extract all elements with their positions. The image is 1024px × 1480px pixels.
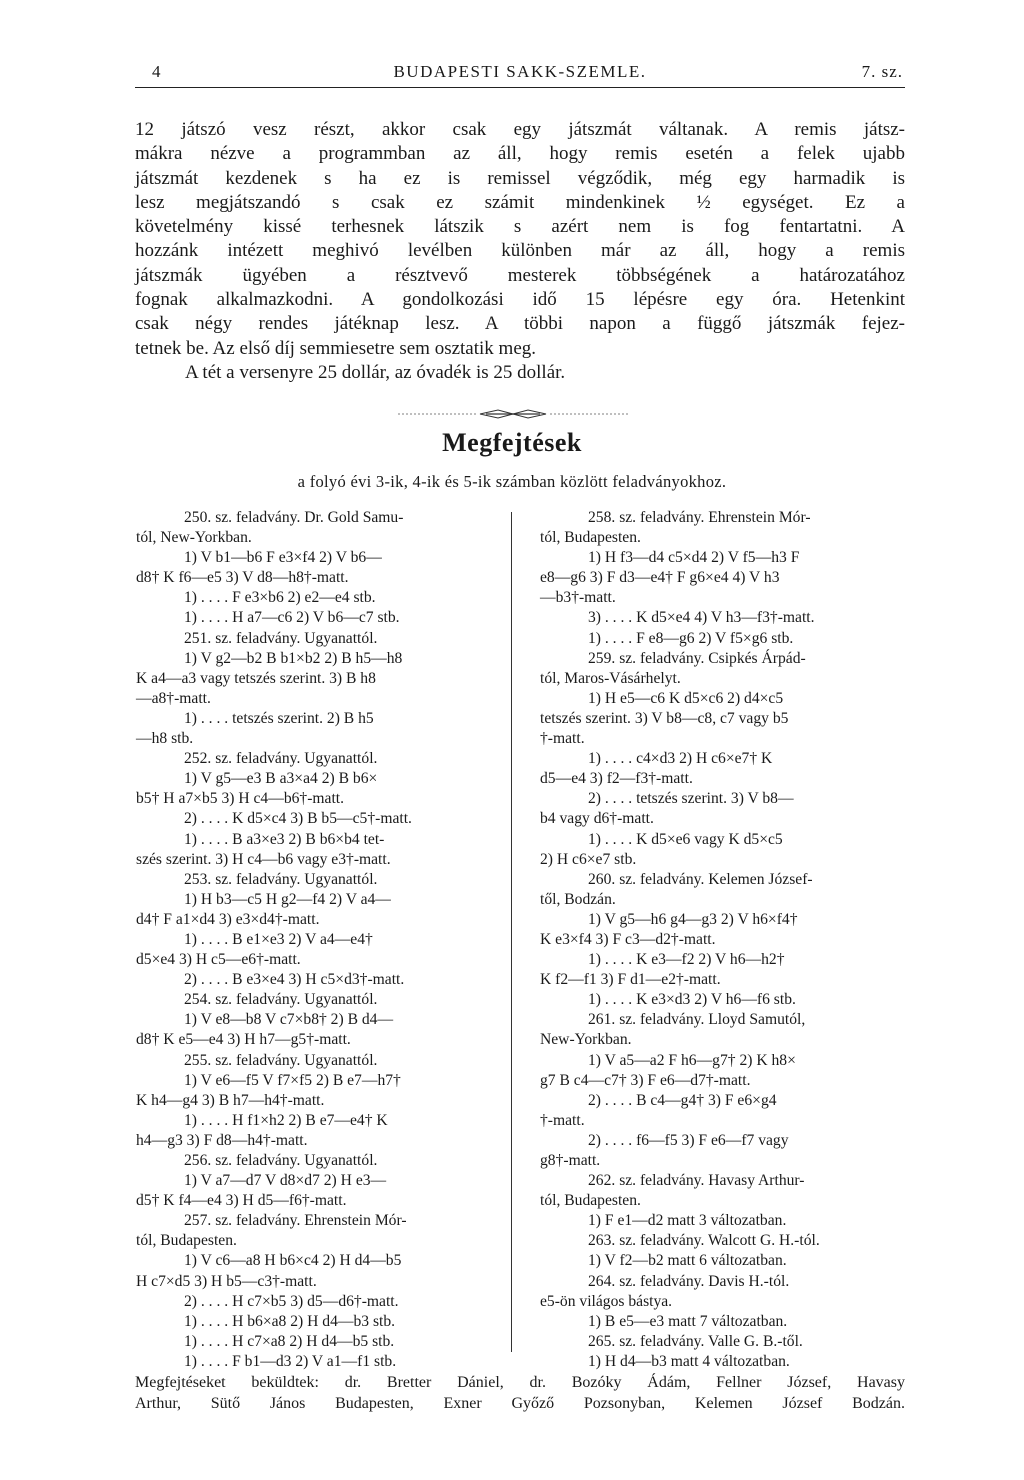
solution-line: 2) . . . . f6—f5 3) F e6—f7 vagy (588, 1131, 789, 1149)
solution-line: 1) . . . . H b6×a8 2) H d4—b3 stb. (184, 1312, 396, 1330)
intro-line: mákra nézve a programmban az áll, hogy remis esetén a felek ujabb (135, 143, 905, 165)
solution-line: 263. sz. feladvány. Walcott G. H.-tól. (588, 1232, 820, 1250)
solution-line: d5—e4 3) f2—f3†-matt. (540, 770, 693, 788)
solution-line: 2) . . . . K d5×c4 3) B b5—c5†-matt. (184, 810, 412, 828)
solution-line: 264. sz. feladvány. Davis H.-tól. (588, 1272, 790, 1290)
solution-line: †-matt. (540, 730, 585, 748)
solution-line: 1) V a5—a2 F h6—g7† 2) K h8× (588, 1051, 796, 1069)
column-divider (511, 512, 512, 1352)
solution-line: K f2—f1 3) F d1—e2†-matt. (540, 971, 721, 989)
solution-line: 1) V g5—h6 g4—g3 2) V h6×f4† (588, 910, 798, 928)
solution-line: tól, Maros-Vásárhelyt. (540, 669, 681, 687)
solution-line: 258. sz. feladvány. Ehrenstein Mór- (588, 509, 811, 526)
solution-line: 256. sz. feladvány. Ugyanattól. (184, 1152, 378, 1169)
solution-line: 253. sz. feladvány. Ugyanattól. (184, 870, 378, 888)
intro-line: 12 játszó vesz részt, akkor csak egy játszmát váltanak. A remis játsz- (135, 119, 905, 140)
solution-line: b4 vagy d6†-matt. (540, 810, 654, 828)
solution-line: 1) V e6—f5 V f7×f5 2) B e7—h7† (184, 1071, 401, 1089)
solution-line: 262. sz. feladvány. Havasy Arthur- (588, 1172, 805, 1190)
solution-line: 260. sz. feladvány. Kelemen József- (588, 870, 813, 888)
running-header (135, 60, 905, 86)
solution-line: 252. sz. feladvány. Ugyanattól. (184, 750, 378, 768)
solution-line: 1) H e5—c6 K d5×c6 2) d4×c5 (588, 689, 784, 707)
solution-line: e8—g6 3) F d3—e4† F g6×e4 4) V h3 (540, 569, 780, 587)
solution-line: 1) . . . . H c7×a8 2) H d4—b5 stb. (184, 1332, 395, 1350)
solution-line: 2) . . . . B e3×e4 3) H c5×d3†-matt. (184, 971, 405, 989)
solution-line: d5×e4 3) H c5—e6†-matt. (136, 951, 301, 969)
solution-line: —b3†-matt. (540, 589, 616, 607)
solution-line: d8† K e5—e4 3) H h7—g5†-matt. (136, 1031, 351, 1049)
solution-line: 1) . . . . H f1×h2 2) B e7—e4† K (184, 1111, 388, 1129)
solution-line: 1) V e8—b8 V c7×b8† 2) B d4— (184, 1011, 394, 1029)
solution-line: 1) . . . . F e3×b6 2) e2—e4 stb. (184, 589, 376, 607)
intro-line: lesz megjátszandó s csak ez számit mindenkinek ½ egységet. Ez a (135, 191, 905, 213)
solution-line: H c7×d5 3) H b5—c3†-matt. (136, 1272, 317, 1290)
solution-line: 251. sz. feladvány. Ugyanattól. (184, 629, 378, 647)
intro-line: követelmény kissé terhesnek látszik s azért nem is fog fentartatni. A (135, 216, 905, 238)
solution-line: New-Yorkban. (540, 1031, 632, 1049)
intro-line: hozzánk intézett meghivó levélben különben már az áll, hogy a remis (135, 240, 905, 262)
solution-line: 1) . . . . K d5×e6 vagy K d5×c5 (588, 830, 783, 848)
solution-line: 1) V c6—a8 H b6×c4 2) H d4—b5 (184, 1252, 402, 1270)
solution-line: g7 B c4—c7† 3) F e6—d7†-matt. (540, 1071, 751, 1089)
solution-line: †-matt. (540, 1111, 585, 1129)
solution-line: 1) . . . . c4×d3 2) H c6×e7† K (588, 750, 773, 768)
closing-sentence: A tét a versenyre 25 dollár, az óvadék is 25 dollár. (185, 361, 566, 383)
solution-line: d5† K f4—e4 3) H d5—f6†-matt. (136, 1192, 347, 1210)
solution-line: 259. sz. feladvány. Csipkés Árpád- (588, 649, 806, 667)
solution-line: h4—g3 3) F d8—h4†-matt. (136, 1131, 308, 1149)
solution-line: tól, New-Yorkban. (136, 529, 252, 547)
page-number: 4 (152, 62, 162, 81)
header-rule (135, 87, 905, 88)
journal-title: BUDAPESTI SAKK-SZEMLE. (393, 62, 647, 81)
solution-line: 1) . . . . K e3—f2 2) V h6—h2† (588, 951, 785, 969)
solution-line: K e3×f4 3) F c3—d2†-matt. (540, 930, 716, 948)
solution-line: 2) . . . . H c7×b5 3) d5—d6†-matt. (184, 1292, 399, 1310)
solution-line: 1) V g5—e3 B a3×a4 2) B b6× (184, 770, 378, 788)
solution-line: tól, Budapesten. (136, 1232, 237, 1250)
solvers-footer (135, 1372, 905, 1414)
solution-line: tól, Budapesten. (540, 529, 641, 547)
intro-line: tetnek be. Az első díj semmiesetre sem osztatik meg. (135, 337, 537, 359)
footer-line: Arthur, Sütő János Budapesten, Exner Győző Pozsonyban, Kelemen József Bodzán. (135, 1395, 905, 1412)
divider-ornament (398, 408, 628, 420)
solution-line: 1) . . . . F e8—g6 2) V f5×g6 stb. (588, 629, 794, 647)
solution-line: 1) . . . . B a3×e3 2) B b6×b4 tet- (184, 830, 385, 848)
solution-line: 250. sz. feladvány. Dr. Gold Samu- (184, 509, 404, 526)
intro-line: játszmák ügyében a résztvevő mesterek többségének a határozatához (135, 264, 905, 286)
solution-line: 3) . . . . K d5×e4 4) V h3—f3†-matt. (588, 609, 815, 627)
solution-line: tetszés szerint. 3) V b8—c8, c7 vagy b5 (540, 709, 789, 727)
solution-line: től, Bodzán. (540, 890, 616, 908)
issue-number: 7. sz. (861, 62, 903, 81)
solution-line: 1) B e5—e3 matt 7 változatban. (588, 1312, 788, 1330)
solutions-right-column (540, 508, 902, 1372)
solution-line: 254. sz. feladvány. Ugyanattól. (184, 991, 378, 1009)
solution-line: tól, Budapesten. (540, 1192, 641, 1210)
intro-paragraph (135, 118, 905, 385)
solution-line: 261. sz. feladvány. Lloyd Samutól, (588, 1011, 806, 1029)
solution-line: 1) V f2—b2 matt 6 változatban. (588, 1252, 787, 1270)
solution-line: d4† F a1×d4 3) e3×d4†-matt. (136, 910, 320, 928)
solution-line: 1) . . . . H a7—c6 2) V b6—c7 stb. (184, 609, 400, 627)
solution-line: 2) . . . . B c4—g4† 3) F e6×g4 (588, 1091, 777, 1109)
solution-line: 265. sz. feladvány. Valle G. B.-től. (588, 1332, 803, 1350)
solution-line: d8† K f6—e5 3) V d8—h8†-matt. (136, 569, 349, 587)
solution-line: 2) H c6×e7 stb. (540, 850, 637, 868)
solution-line: e5-ön világos bástya. (540, 1292, 673, 1310)
footer-line: Megfejtéseket beküldtek: dr. Bretter Dániel, dr. Bozóky Ádám, Fellner József, Havasy (135, 1374, 905, 1391)
solution-line: 255. sz. feladvány. Ugyanattól. (184, 1051, 378, 1069)
solution-line: b5† H a7×b5 3) H c4—b6†-matt. (136, 790, 345, 808)
solution-line: 1) H d4—b3 matt 4 változatban. (588, 1352, 790, 1370)
solution-line: 257. sz. feladvány. Ehrenstein Mór- (184, 1212, 407, 1230)
solutions-left-column (136, 508, 488, 1372)
solution-line: K h4—g4 3) B h7—h4†-matt. (136, 1091, 325, 1109)
solution-line: 1) V a7—d7 V d8×d7 2) H e3— (184, 1172, 387, 1190)
solution-line: 1) V b1—b6 F e3×f4 2) V b6— (184, 549, 382, 567)
section-subtitle: a folyó évi 3-ik, 4-ik és 5-ik számban közlött feladványokhoz. (297, 472, 727, 491)
solution-line: 1) F e1—d2 matt 3 változatban. (588, 1212, 787, 1230)
solution-line: 1) . . . . tetszés szerint. 2) B h5 (184, 709, 374, 727)
intro-line: csak négy rendes játéknap lesz. A többi napon a függő játszmák fejez- (135, 313, 905, 335)
solution-line: 1) . . . . K e3×d3 2) V h6—f6 stb. (588, 991, 796, 1009)
solution-line: K a4—a3 vagy tetszés szerint. 3) B h8 (136, 669, 376, 687)
solution-line: szés szerint. 3) H c4—b6 vagy e3†-matt. (136, 850, 391, 868)
solution-line: 1) . . . . F b1—d3 2) V a1—f1 stb. (184, 1352, 397, 1370)
solution-line: 2) . . . . tetszés szerint. 3) V b8— (588, 790, 794, 808)
solution-line: 1) H b3—c5 H g2—f4 2) V a4— (184, 890, 391, 908)
solution-line: 1) V g2—b2 B b1×b2 2) B h5—h8 (184, 649, 403, 667)
solution-line: —h8 stb. (136, 730, 194, 748)
intro-line: fognak alkalmazkodni. A gondolkozási idő 15 lépésre egy óra. Hetenkint (135, 289, 905, 311)
solution-line: 1) H f3—d4 c5×d4 2) V f5—h3 F (588, 549, 800, 567)
solution-line: g8†-matt. (540, 1152, 601, 1169)
intro-line: játszmát kezdenek s ha ez is remissel végződik, még egy harmadik is (135, 167, 905, 189)
section-title: Megfejtések (442, 428, 582, 457)
solution-line: —a8†-matt. (136, 689, 211, 707)
solution-line: 1) . . . . B e1×e3 2) V a4—e4† (184, 930, 373, 948)
